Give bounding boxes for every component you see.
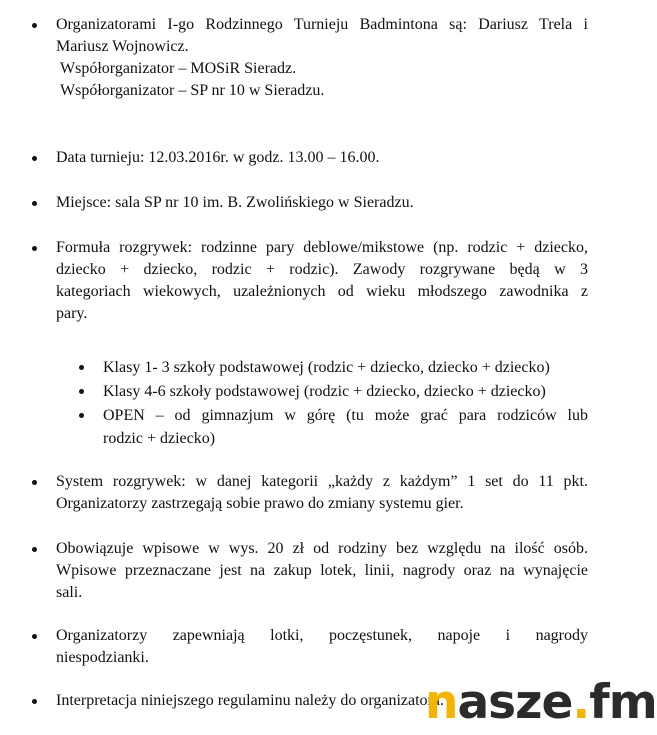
item-text-line: Mariusz Wojnowicz.: [56, 38, 189, 55]
bullet-icon: [32, 634, 37, 639]
co-organizer-line: Współorganizator – MOSiR Sieradz.: [60, 60, 297, 77]
item-text-line: pary.: [56, 305, 88, 322]
bullet-icon: [79, 413, 84, 418]
bullet-icon: [79, 389, 84, 394]
bullet-icon: [32, 699, 37, 704]
item-text-line: Obowiązuje wpisowe w wys. 20 zł od rodziny bez względu na ilość osób.: [56, 540, 588, 557]
item-text-line: kategoriach wiekowych, uzależnionych od wieku młodszego zawodnika z: [56, 283, 588, 300]
list-item-organizers: [56, 14, 588, 102]
bullet-icon: [32, 480, 37, 485]
list-item-venue: [56, 192, 588, 214]
list-item-format: [56, 237, 588, 325]
bullet-icon: [32, 547, 37, 552]
sub-list-item-grades-4-6: [103, 380, 588, 403]
item-text-line: Interpretacja niniejszego regulaminu należy do organizatora.: [56, 692, 444, 709]
item-text-line: rodzic + dziecko): [103, 430, 216, 447]
item-text-line: Organizatorzy zapewniają lotki, poczęstunek, napoje i nagrody: [56, 627, 588, 644]
list-item-system: [56, 471, 588, 515]
sub-list-item-grades-1-3: [103, 356, 588, 379]
item-text-line: Wpisowe przeznaczane jest na zakup lotek, linii, nagrody oraz na wynajęcie: [56, 562, 588, 579]
item-text-line: sali.: [56, 584, 83, 601]
sub-list-item-open: [103, 404, 588, 450]
list-item-fee: [56, 538, 588, 604]
logo-accent-letter: n: [425, 675, 458, 730]
item-text-line: Klasy 1- 3 szkoły podstawowej (rodzic + dziecko, dziecko + dziecko): [103, 359, 550, 376]
item-text-line: dziecko + dziecko, rodzic + rodzic). Zawody rozgrywane będą w 3: [56, 261, 588, 278]
list-item-provisions: [56, 625, 588, 669]
bullet-icon: [32, 246, 37, 251]
logo-text-end: fm: [589, 675, 657, 730]
bullet-icon: [32, 201, 37, 206]
item-text-line: OPEN – od gimnazjum w górę (tu może grać para rodziców lub: [103, 407, 588, 424]
item-text-line: Klasy 4-6 szkoły podstawowej (rodzic + dziecko, dziecko + dziecko): [103, 383, 546, 400]
item-text-line: Data turnieju: 12.03.2016r. w godz. 13.00 – 16.00.: [56, 149, 380, 166]
item-text-line: niespodzianki.: [56, 649, 149, 666]
item-text-line: Miejsce: sala SP nr 10 im. B. Zwolińskiego w Sieradzu.: [56, 194, 414, 211]
bullet-icon: [79, 365, 84, 370]
item-text-line: Formuła rozgrywek: rodzinne pary deblowe/mikstowe (np. rodzic + dziecko,: [56, 239, 588, 256]
co-organizer-line: Współorganizator – SP nr 10 w Sieradzu.: [60, 82, 325, 99]
logo-dot: .: [572, 675, 590, 730]
bullet-icon: [32, 23, 37, 28]
list-item-date: [56, 147, 588, 169]
item-text-line: System rozgrywek: w danej kategorii „każdy z każdym” 1 set do 11 pkt.: [56, 473, 588, 490]
logo-text: asze: [457, 675, 573, 730]
nasze-fm-watermark-logo: [425, 675, 657, 730]
item-text-line: Organizatorami I-go Rodzinnego Turnieju Badmintona są: Dariusz Trela i: [56, 16, 588, 33]
item-text-line: Organizatorzy zastrzegają sobie prawo do zmiany systemu gier.: [56, 495, 464, 512]
bullet-icon: [32, 156, 37, 161]
